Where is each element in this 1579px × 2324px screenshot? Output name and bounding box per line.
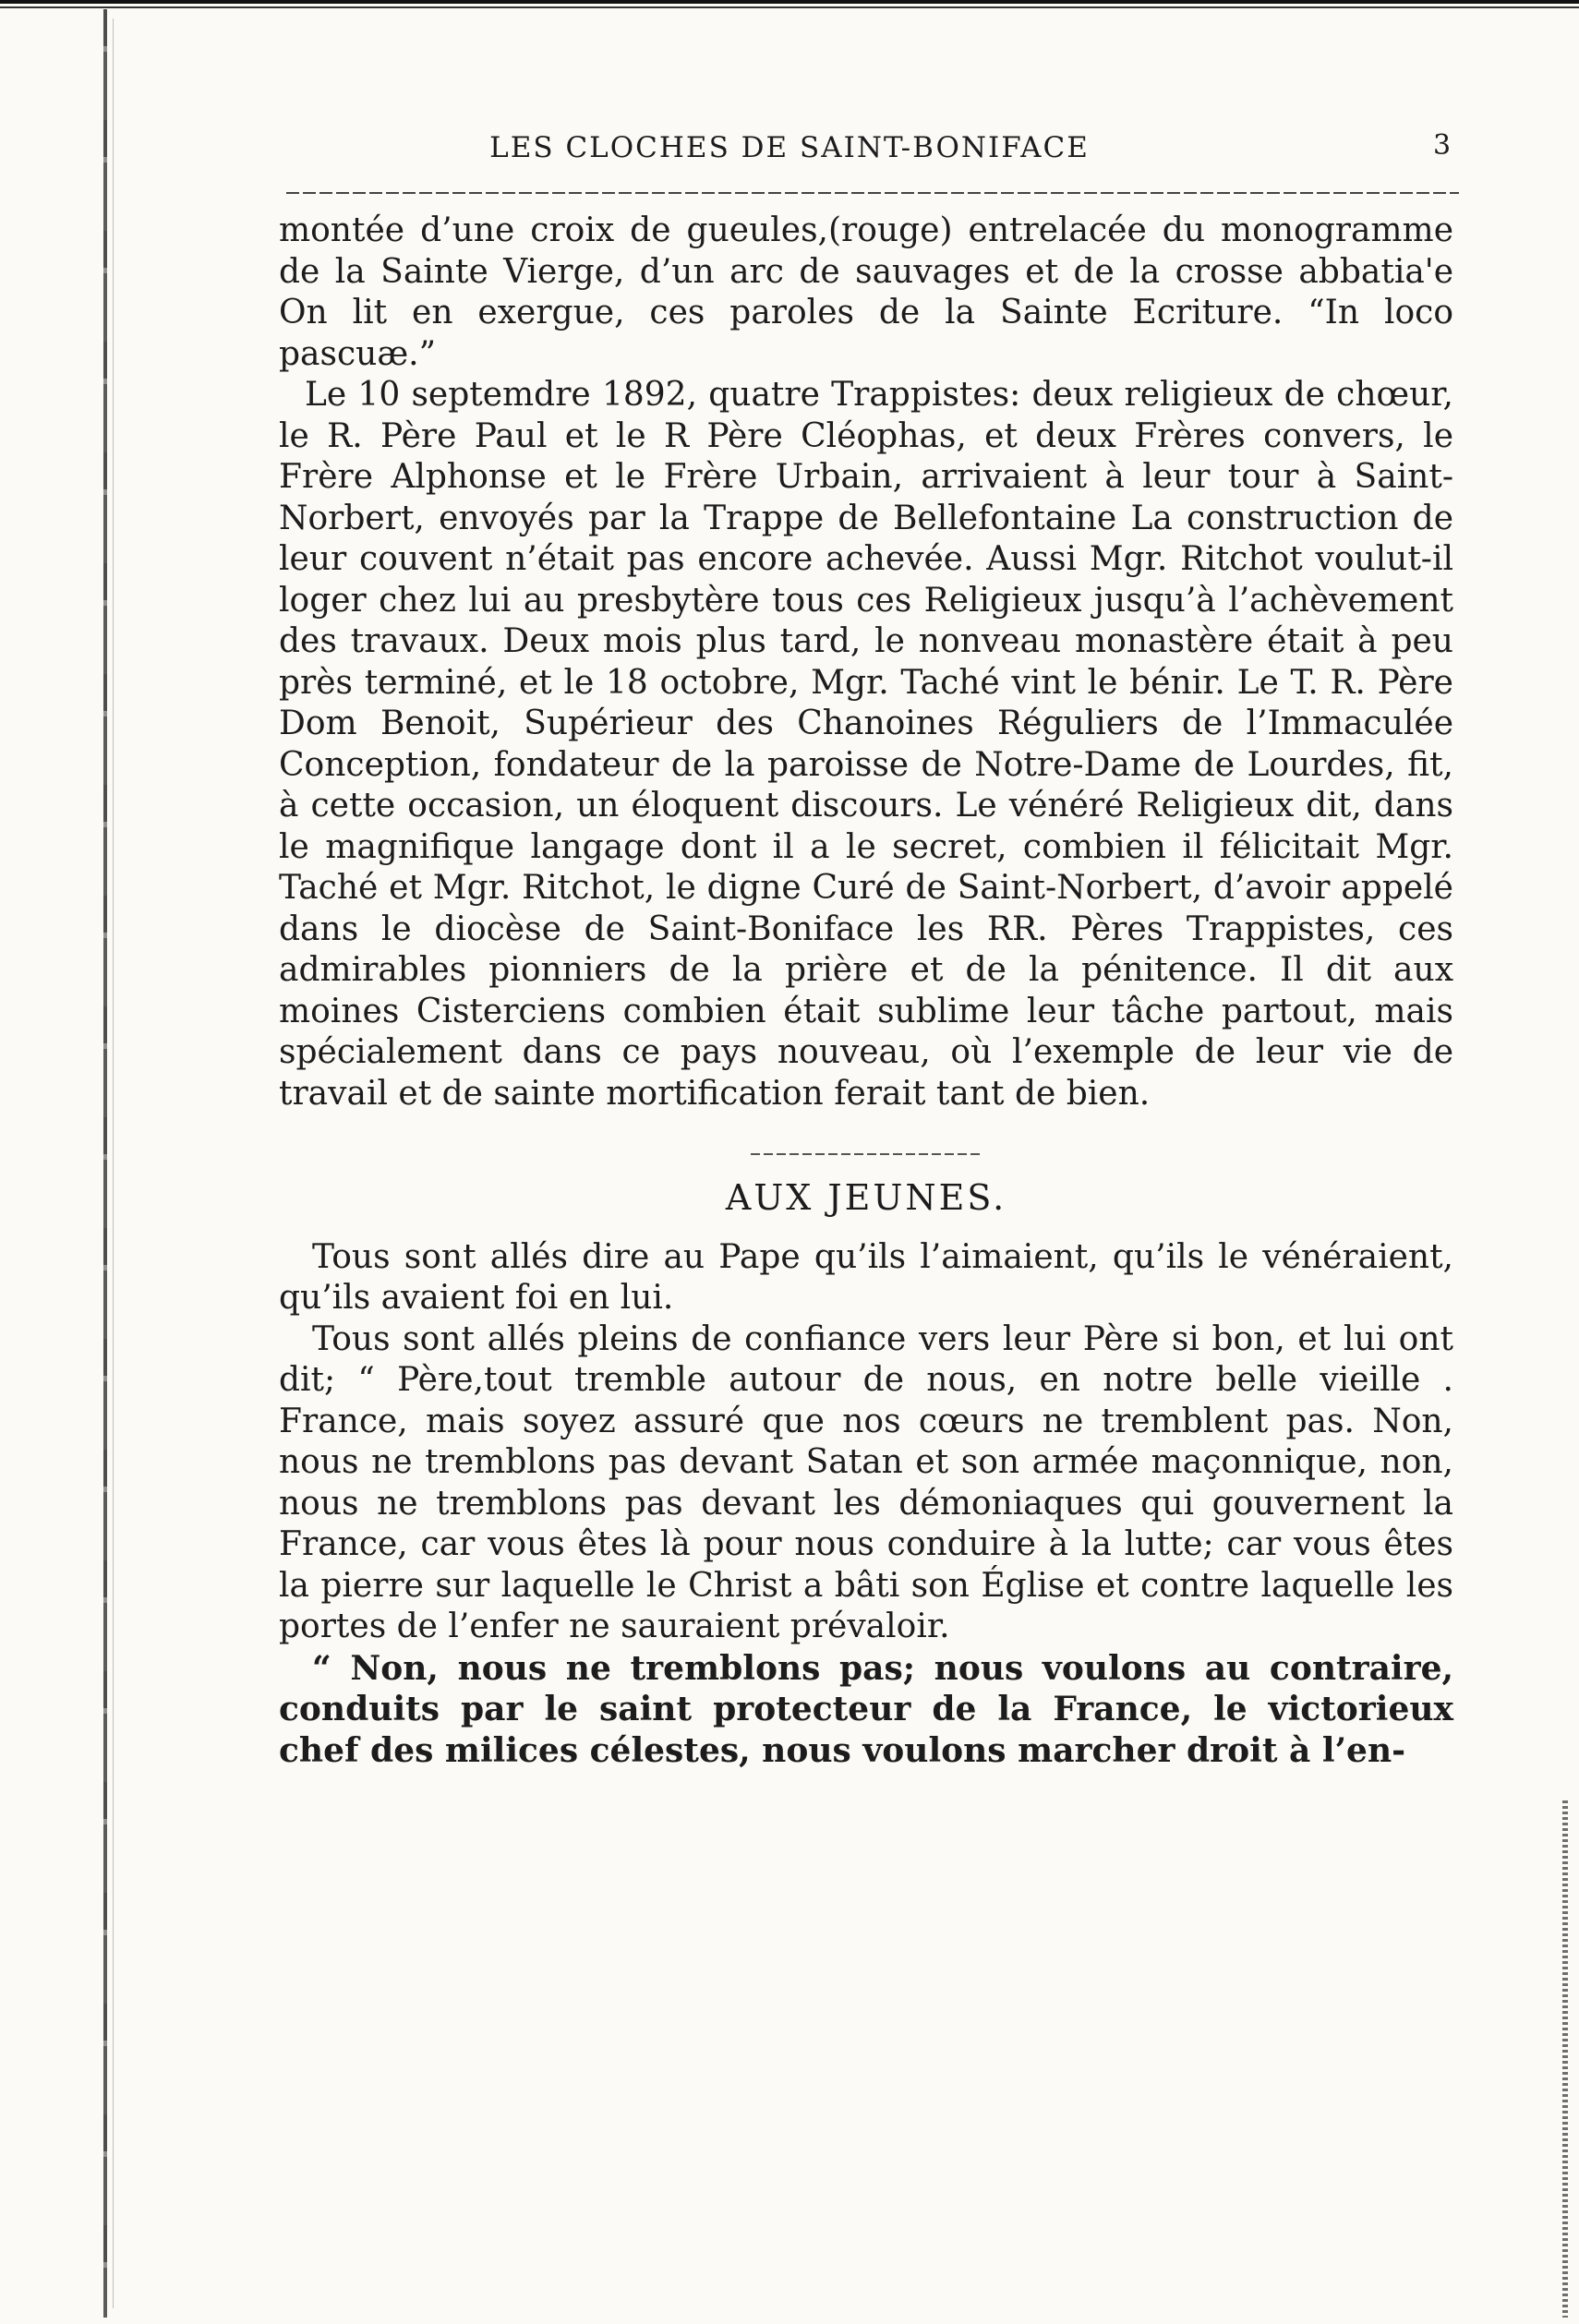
- section-divider: [751, 1153, 982, 1155]
- header-rule: [286, 192, 1459, 194]
- section-title: AUX JEUNES.: [725, 1177, 1007, 1218]
- page-body: [279, 211, 1453, 1771]
- scan-left-edge: [103, 9, 107, 2318]
- page-number: 3: [1433, 129, 1452, 162]
- scan-right-edge: [1562, 1800, 1568, 2318]
- running-title: LES CLOCHES DE SAINT-BONIFACE: [489, 131, 1090, 164]
- paragraph-jeunes-3: “ Non, nous ne tremblons pas; nous voulons au contraire, conduits par le saint protecteur de la France, le victorieux chef des milices célestes, nous voulons marcher droit à l’en-: [279, 1648, 1453, 1770]
- paragraph-jeunes-2: Tous sont allés pleins de confiance vers leur Père si bon, et lui ont dit; “ Père,tout tremble autour de nous, en notre belle vieille . France, mais soyez assuré que nos cœurs ne tremblent pas. Non, nous ne tremblons pas devant Satan et son armée maçonnique, non, nous ne tremblons pas devant les démoniaques qui gouvernent la France, car vous êtes là pour nous conduire à la lutte; car vous êtes la pierre sur laquelle le Christ a bâti son Église et contre laquelle les portes de l’enfer ne sauraient prévaloir.: [279, 1319, 1453, 1645]
- scan-top-border: [0, 0, 1579, 13]
- paragraph-jeunes-1: Tous sont allés dire au Pape qu’ils l’aimaient, qu’ils le vénéraient, qu’ils avaient foi en lui.: [279, 1237, 1453, 1317]
- paragraph-continued: montée d’une croix de gueules,(rouge) entrelacée du monogramme de la Sainte Vierge, d’un arc de sauvages et de la crosse abbatia'e On lit en exergue, ces paroles de la Sainte Ecriture. “In loco pascuæ.”: [279, 211, 1453, 373]
- scan-left-edge-line: [113, 18, 114, 2308]
- paragraph-trappists: Le 10 septemdre 1892, quatre Trappistes: deux religieux de chœur, le R. Père Paul et le R Père Cléophas, et deux Frères convers, le Frère Alphonse et le Frère Urbain, arrivaient à leur tour à Saint-Norbert, envoyés par la Trappe de Bellefontaine La construction de leur couvent n’était pas encore achevée. Aussi Mgr. Ritchot voulut-il loger chez lui au presbytère tous ces Religieux jusqu’à l’achèvement des travaux. Deux mois plus tard, le nonveau monastère était à peu près terminé, et le 18 octobre, Mgr. Taché vint le bénir. Le T. R. Père Dom Benoit, Supérieur des Chanoines Réguliers de l’Immaculée Conception, fondateur de la paroisse de Notre-Dame de Lourdes, fit, à cette occasion, un éloquent discours. Le vénéré Religieux dit, dans le magnifique langage dont il a le secret, combien il félicitait Mgr. Taché et Mgr. Ritchot, le digne Curé de Saint-Norbert, d’avoir appelé dans le diocèse de Saint-Boniface les RR. Pères Trappistes, ces admirables pionniers de la prière et de la pénitence. Il dit aux moines Cisterciens combien était sublime leur tâche partout, mais spécialement dans ce pays nouveau, où l’exemple de leur vie de travail et de sainte mortification ferait tant de bien.: [279, 376, 1453, 1113]
